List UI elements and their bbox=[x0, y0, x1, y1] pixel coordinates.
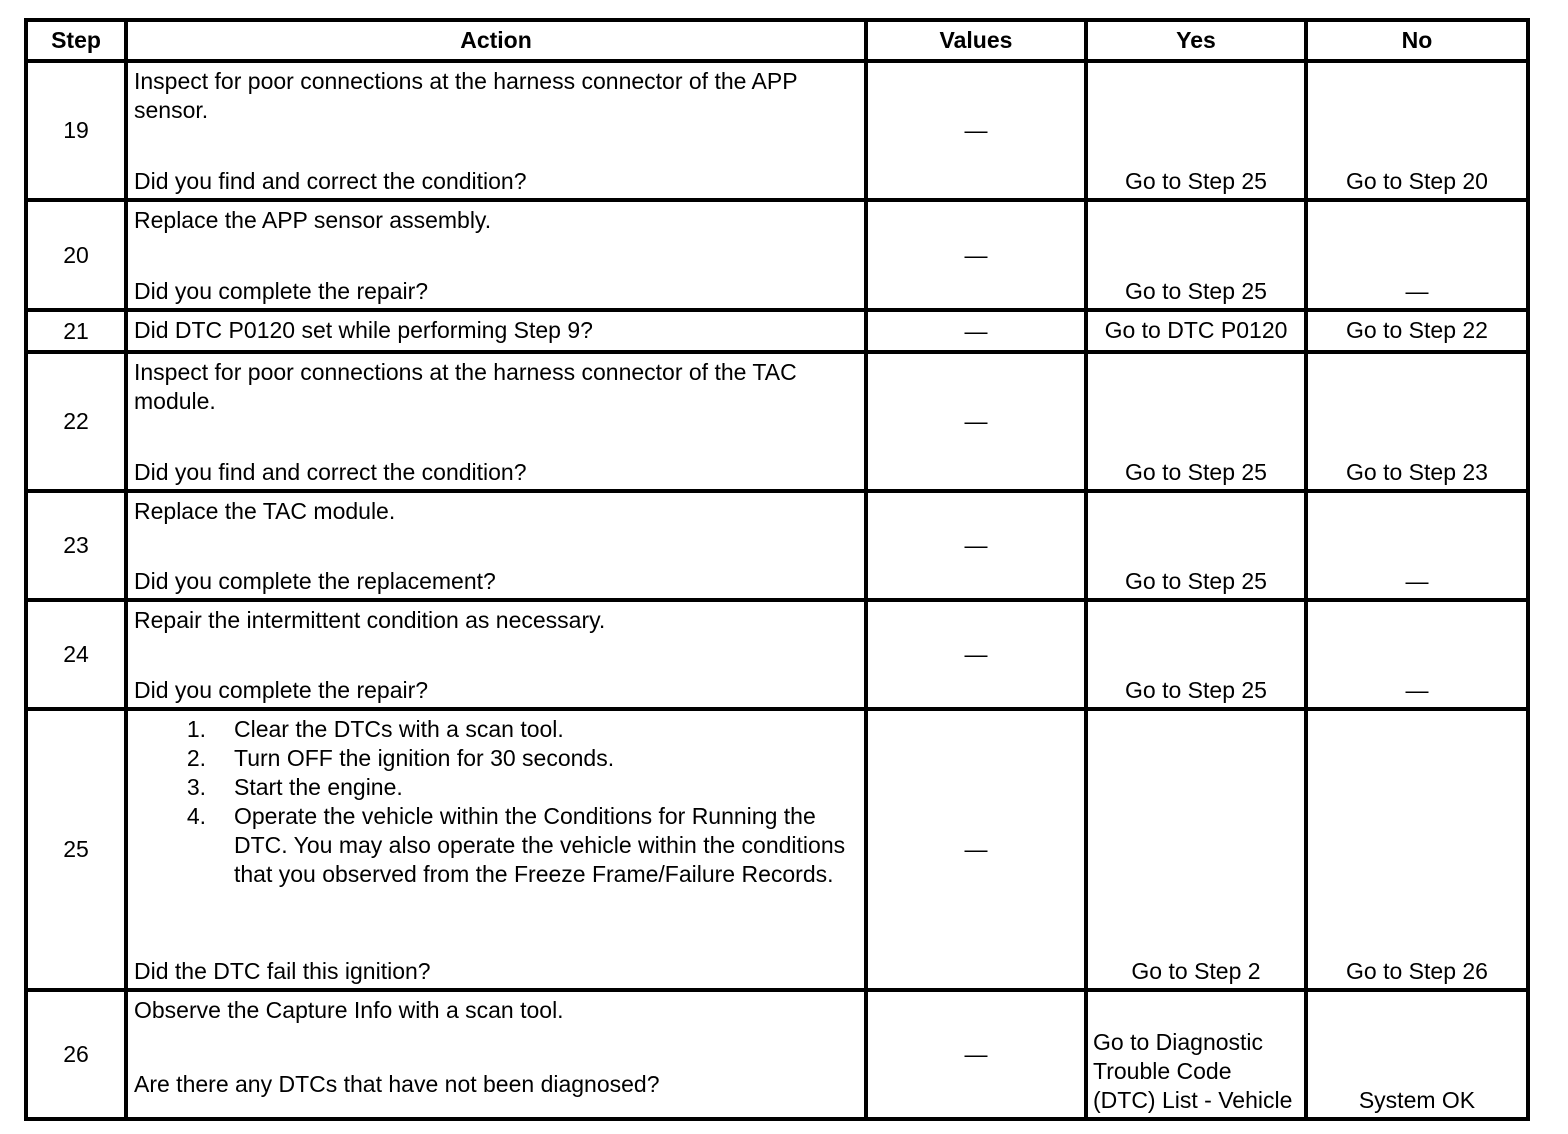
yes-link[interactable]: Go to Step 2 bbox=[1086, 709, 1306, 990]
no-value: — bbox=[1306, 200, 1528, 310]
table-row bbox=[26, 600, 1528, 709]
step-number: 24 bbox=[26, 600, 126, 709]
action-question: Did you complete the repair? bbox=[134, 677, 429, 703]
action-cell bbox=[126, 200, 866, 310]
no-value: — bbox=[1306, 491, 1528, 600]
action-cell bbox=[126, 310, 866, 352]
step-number: 19 bbox=[26, 61, 126, 200]
action-cell bbox=[126, 600, 866, 709]
action-text: Did DTC P0120 set while performing Step 9? bbox=[134, 316, 593, 343]
values-cell: — bbox=[866, 990, 1086, 1119]
values-cell: — bbox=[866, 709, 1086, 990]
yes-link[interactable]: Go to DTC P0120 bbox=[1086, 310, 1306, 352]
header-step: Step bbox=[26, 20, 126, 61]
table-row bbox=[26, 491, 1528, 600]
procedure-list bbox=[134, 715, 858, 889]
list-item-text: Operate the vehicle within the Conditions for Running the DTC. You may also operate the vehicle within the conditions that you observed from the Freeze Frame/Failure Records. bbox=[234, 803, 846, 887]
no-link[interactable]: Go to Step 26 bbox=[1306, 709, 1528, 990]
list-item-number: 3. bbox=[186, 774, 206, 800]
action-question: Did you complete the replacement? bbox=[134, 568, 496, 594]
header-row bbox=[26, 20, 1528, 61]
values-cell: — bbox=[866, 310, 1086, 352]
values-cell: — bbox=[866, 491, 1086, 600]
list-item bbox=[134, 773, 858, 802]
no-value: System OK bbox=[1306, 990, 1528, 1119]
header-action: Action bbox=[126, 20, 866, 61]
header-values: Values bbox=[866, 20, 1086, 61]
table-row bbox=[26, 200, 1528, 310]
step-number: 23 bbox=[26, 491, 126, 600]
diagnostic-table bbox=[24, 18, 1530, 1121]
no-link[interactable]: Go to Step 20 bbox=[1306, 61, 1528, 200]
step-number: 20 bbox=[26, 200, 126, 310]
no-link[interactable]: Go to Step 22 bbox=[1306, 310, 1528, 352]
yes-link[interactable]: Go to Step 25 bbox=[1086, 491, 1306, 600]
list-item-number: 1. bbox=[186, 716, 206, 742]
action-question: Did you complete the repair? bbox=[134, 278, 429, 304]
list-item-text: Clear the DTCs with a scan tool. bbox=[234, 716, 564, 742]
list-item-text: Turn OFF the ignition for 30 seconds. bbox=[234, 745, 615, 771]
action-cell bbox=[126, 61, 866, 200]
action-text: Replace the APP sensor assembly. bbox=[134, 207, 492, 233]
header-no: No bbox=[1306, 20, 1528, 61]
action-text: Inspect for poor connections at the harness connector of the APP sensor. bbox=[134, 68, 798, 123]
values-cell: — bbox=[866, 352, 1086, 491]
values-cell: — bbox=[866, 200, 1086, 310]
table-row bbox=[26, 990, 1528, 1119]
action-question: Did you find and correct the condition? bbox=[134, 459, 527, 485]
values-cell: — bbox=[866, 61, 1086, 200]
yes-link[interactable]: Go to Diagnostic Trouble Code (DTC) List - Vehicle bbox=[1086, 990, 1306, 1119]
step-number: 21 bbox=[26, 310, 126, 352]
table-row bbox=[26, 352, 1528, 491]
header-yes: Yes bbox=[1086, 20, 1306, 61]
list-item-text: Start the engine. bbox=[234, 774, 403, 800]
no-link[interactable]: Go to Step 23 bbox=[1306, 352, 1528, 491]
step-number: 26 bbox=[26, 990, 126, 1119]
action-cell bbox=[126, 990, 866, 1119]
action-text: Replace the TAC module. bbox=[134, 498, 396, 524]
list-item-number: 2. bbox=[186, 745, 206, 771]
action-cell bbox=[126, 491, 866, 600]
action-text: Observe the Capture Info with a scan tool. bbox=[134, 997, 564, 1023]
values-cell: — bbox=[866, 600, 1086, 709]
list-item bbox=[134, 802, 858, 889]
yes-link[interactable]: Go to Step 25 bbox=[1086, 200, 1306, 310]
step-number: 22 bbox=[26, 352, 126, 491]
action-question: Did you find and correct the condition? bbox=[134, 168, 527, 194]
action-question: Are there any DTCs that have not been diagnosed? bbox=[134, 1071, 660, 1097]
table-row bbox=[26, 310, 1528, 352]
list-item bbox=[134, 715, 858, 744]
table-row bbox=[26, 709, 1528, 990]
step-number: 25 bbox=[26, 709, 126, 990]
yes-link[interactable]: Go to Step 25 bbox=[1086, 600, 1306, 709]
yes-link[interactable]: Go to Step 25 bbox=[1086, 352, 1306, 491]
action-text: Repair the intermittent condition as necessary. bbox=[134, 607, 606, 633]
action-text: Inspect for poor connections at the harness connector of the TAC module. bbox=[134, 359, 797, 414]
table-row bbox=[26, 61, 1528, 200]
action-cell bbox=[126, 352, 866, 491]
action-cell bbox=[126, 709, 866, 990]
list-item bbox=[134, 744, 858, 773]
no-value: — bbox=[1306, 600, 1528, 709]
yes-link[interactable]: Go to Step 25 bbox=[1086, 61, 1306, 200]
list-item-number: 4. bbox=[186, 803, 206, 829]
action-question: Did the DTC fail this ignition? bbox=[134, 958, 431, 984]
